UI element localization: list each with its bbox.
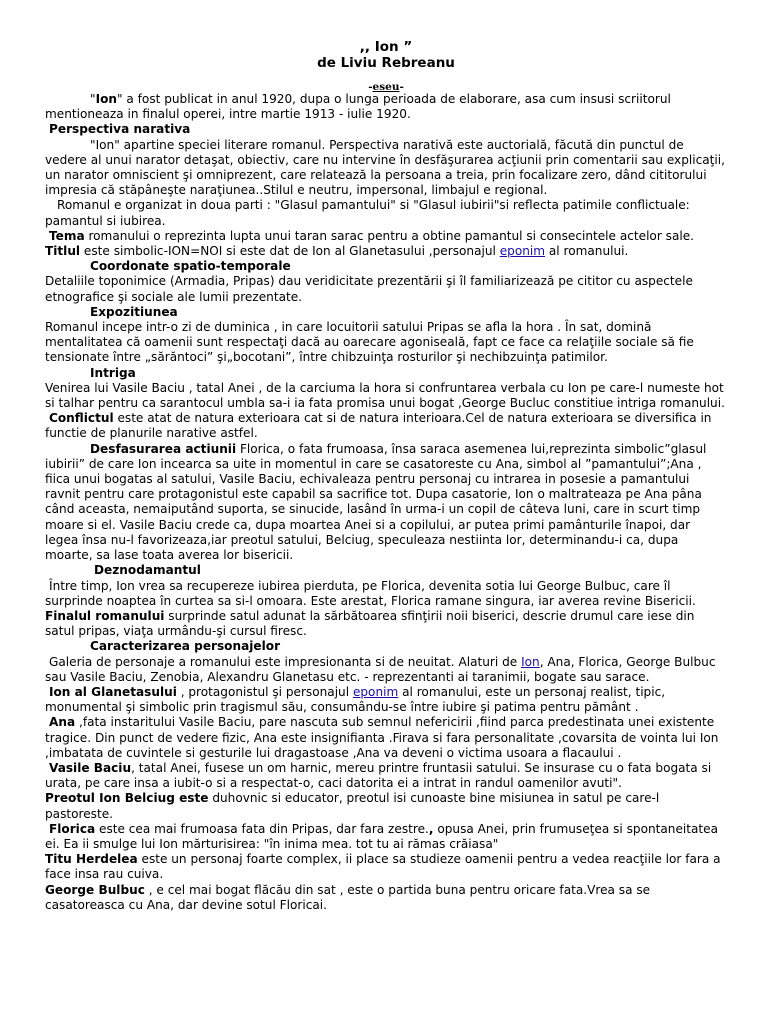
paragraph-desfasurarea xyxy=(45,442,727,564)
heading-perspectiva-text: Perspectiva narativa xyxy=(49,122,191,137)
essay-page xyxy=(45,40,727,913)
page-subtitle: de Liviu Rebreanu xyxy=(317,54,455,71)
paragraph-expozitiunea: Romanul incepe intr-o zi de duminica , in care locuitorii satului Pripas se afla la hora . În sat, domină mentalitatea că oamenii sunt respectaţi dacă au oarecare agoniseală, fapt ce face ca relaţiile sociale să fie tensionate între „sărăntoci” şi„bocotani”, între chibzuinţa rosturilor şi nechibzuinţa patimilor. xyxy=(45,320,694,365)
tema-label: Tema xyxy=(49,228,85,243)
ana-label: Ana xyxy=(49,715,76,730)
essay-label-text: eseu xyxy=(372,81,400,93)
eponim-link-2[interactable]: eponim xyxy=(352,684,399,699)
preot-label: Preotul Ion Belciug este xyxy=(45,791,209,806)
page-title: ,, Ion ” xyxy=(359,39,413,55)
essay-label: -eseu- xyxy=(368,81,404,93)
galeria-text: Galeria de personaje a romanului este impresionanta si de neuitat. Alaturi de xyxy=(49,654,522,669)
tema-text: romanului o reprezinta lupta unui taran sarac pentru a obtine pamantul si consecintele actelor sale. xyxy=(84,228,695,243)
titlul-text-end: al romanului. xyxy=(545,244,629,259)
vasile-label: Vasile Baciu xyxy=(49,760,132,775)
ion-label: Ion al Glanetasului xyxy=(49,684,177,699)
conflictul-text: este atat de natura exterioara cat si de natura interioara.Cel de natura exterioara se diversifica in functie de planurile narative astfel. xyxy=(45,411,712,441)
paragraph-deznodamantul: Între timp, Ion vrea sa recupereze iubirea pierduta, pe Florica, devenita sotia lui George Bulbuc, care îl surprinde noaptea în curtea sa si-l omoara. Este arestat, Florica ramane singura, iar averea revine Bisericii. xyxy=(45,578,696,608)
desfasurarea-text: Florica, o fata frumoasa, însa saraca asemenea lui,reprezinta simbolic”glasul iubirii” de care Ion incearca sa uite in momentul in care se casatoreste cu Ana, simbol al ”pamantului”;Ana , fiica unui bogatas al satului, Vasile Baciu, echivaleaza pentru personaj cu intrarea in posesie a pamantului ravnit pentru care protagonistul este capabil sa sacrifice tot. Dupa casatorie, Ion o maltrateaza pe Ana pâna când aceasta, nemaiputând suporta, se sinucide, lasând în urma-i un copil de câteva luni, care in scurt timp moare si el. Vasile Baciu crede ca, dupa moartea Anei si a copilului, ar putea primi pamânturile înapoi, dar legea însa nu-l favorizeaza,iar preotul satului, Belciug, speculeaza nestiinta lor, determinandu-i ca, dupa moarte, sa lase toata averea lor bisericii. xyxy=(45,441,707,563)
paragraph-florica xyxy=(45,822,727,852)
heading-coordonate-text: Coordonate spatio-temporale xyxy=(90,259,291,274)
florica-label: Florica xyxy=(49,821,96,836)
heading-intriga xyxy=(45,366,727,381)
vasile-text: , tatal Anei, fusese un om harnic, mereu printre fruntasii satului. Se insurase cu o fata bogata si urata, pe care insa a iubit-o si a respectat-o, caci datorita ei a intrat in randul oamenilor avuti". xyxy=(45,760,712,791)
paragraph-ana xyxy=(45,715,727,761)
paragraph-george xyxy=(45,883,727,913)
george-text: , e cel mai bogat flăcău din sat , este o partida buna pentru oricare fata.Vrea sa se casatoreasca cu Ana, dar devine sotul Floricai. xyxy=(45,882,651,912)
desfasurarea-label: Desfasurarea actiunii xyxy=(90,441,237,456)
paragraph-galeria xyxy=(45,655,727,685)
finalul-text: surprinde satul adunat la sărbătoarea sfinţirii noii biserici, descrie drumul care iese din satul pripas, viaţa urmându-şi cursul firesc. xyxy=(45,608,695,639)
galeria-text-end: , Ana, Florica, George Bulbuc sau Vasile Baciu, Zenobia, Alexandru Glanetasu etc. - reprezentanti ai taranimii, bogate sau sarace. xyxy=(45,654,716,684)
conflictul-label: Conflictul xyxy=(49,411,114,426)
intro-text: " a fost publicat in anul 1920, dupa o lunga perioada de elaborare, asa cum insusi scriitorul mentioneaza in finalul operei, intre martie 1913 - iulie 1920. xyxy=(45,92,671,122)
heading-coordonate xyxy=(45,259,727,274)
paragraph-perspectiva: "Ion" apartine speciei literare romanul. Perspectiva narativă este auctorială, făcută din punctul de vedere al unui narator detaşat, obiectiv, care nu intervine în desfăşurarea acţiunii prin comentarii sau explicaţii, un narator omniscient şi omniprezent, care relatează la persoana a treia, prin focalizare zero, dând cititorului impresia că stăpâneşte naraţiunea..Stilul e neutru, impersonal, limbajul e regional. xyxy=(45,137,725,198)
paragraph-tema xyxy=(45,229,727,244)
paragraph-conflictul xyxy=(45,411,727,441)
ion-link[interactable]: Ion xyxy=(521,654,540,669)
heading-perspectiva xyxy=(45,122,727,137)
paragraph-ion xyxy=(45,685,727,715)
titu-label: Titu Herdelea xyxy=(45,852,138,867)
george-label: George Bulbuc xyxy=(45,882,145,897)
heading-intriga-text: Intriga xyxy=(90,365,136,380)
heading-expozitiunea-text: Expozitiunea xyxy=(90,304,178,319)
florica-text: este cea mai frumoasa fata din Pripas, dar fara zestre. xyxy=(95,821,429,836)
paragraph-titu xyxy=(45,852,727,882)
paragraph-intriga: Venirea lui Vasile Baciu , tatal Anei , de la carciuma la hora si confruntarea verbala cu Ion pe care-l numeste hot si talhar pentru ca sarantocul umbla sa-i ia fata promisa unui bogat ,George Bucluc constitiue intriga romanului. xyxy=(45,380,725,411)
finalul-label: Finalul romanului xyxy=(45,608,165,623)
ana-text: ,fata instaritului Vasile Baciu, pare nascuta sub semnul nefericirii ,fiind parca predestinata unei existente tragice. Din punct de vedere fizic, Ana este insignifianta .Firava si fara personalitate ,covarsita de vointa lui Ion ,imbatata de cuvintele si gesturile lui dragastoase ,Ana va deveni o victima usoara a flacaului . xyxy=(45,715,719,760)
titlul-text: este simbolic-ION=NOI si este dat de Ion al Glanetasului ,personajul xyxy=(80,244,500,259)
titlul-label: Titlul xyxy=(45,244,81,259)
florica-text-end: opusa Anei, prin frumuseţea si spontaneitatea ei. Ea ii smulge lui Ion mărturisirea: "în inima mea. tot tu ai rămas crăiasa" xyxy=(45,821,719,851)
preot-text: duhovnic si educator, preotul isi cunoaste bine misiunea in satul pe care-l pastoreste. xyxy=(45,791,660,821)
heading-deznodamantul-text: Deznodamantul xyxy=(94,563,201,578)
paragraph-finalul xyxy=(45,609,727,639)
ion-text-end: al romanului, este un personaj realist, tipic, monumental şi simbolic prin tragismul său, consumându-se între iubire şi patima pentru pământ . xyxy=(45,684,666,715)
paragraph-coordonate: Detaliile toponimice (Armadia, Pripas) dau veridicitate prezentării şi îl familiarizează pe cititor cu aspectele etnografice şi sociale ale lumii prezentate. xyxy=(45,274,693,304)
paragraph-intro: "Ion" a fost publicat in anul 1920, dupa o lunga perioada de elaborare, asa cum insusi scriitorul mentioneaza in finalul operei, intre martie 1913 - iulie 1920. xyxy=(45,92,671,122)
paragraph-roman-organizat: Romanul e organizat in doua parti : "Glasul pamantului" si "Glasul iubirii"si reflecta patimile conflictuale: pamantul si iubirea. xyxy=(45,198,690,228)
titu-text: este un personaj foarte complex, ii place sa studieze oamenii pentru a vedea reacţiile lor fara a face insa rau cuiva. xyxy=(45,852,721,882)
heading-expozitiunea xyxy=(45,305,727,320)
paragraph-preot xyxy=(45,791,727,821)
eponim-link[interactable]: eponim xyxy=(499,244,546,259)
ion-text: , protagonistul şi personajul xyxy=(176,684,353,699)
paragraph-titlul xyxy=(45,244,727,259)
florica-comma: , xyxy=(428,821,434,836)
intro-bold: Ion xyxy=(95,92,117,106)
heading-caracterizarea xyxy=(45,639,727,654)
heading-deznodamantul xyxy=(45,563,727,578)
heading-caracterizarea-text: Caracterizarea personajelor xyxy=(90,639,281,654)
paragraph-vasile xyxy=(45,761,727,791)
